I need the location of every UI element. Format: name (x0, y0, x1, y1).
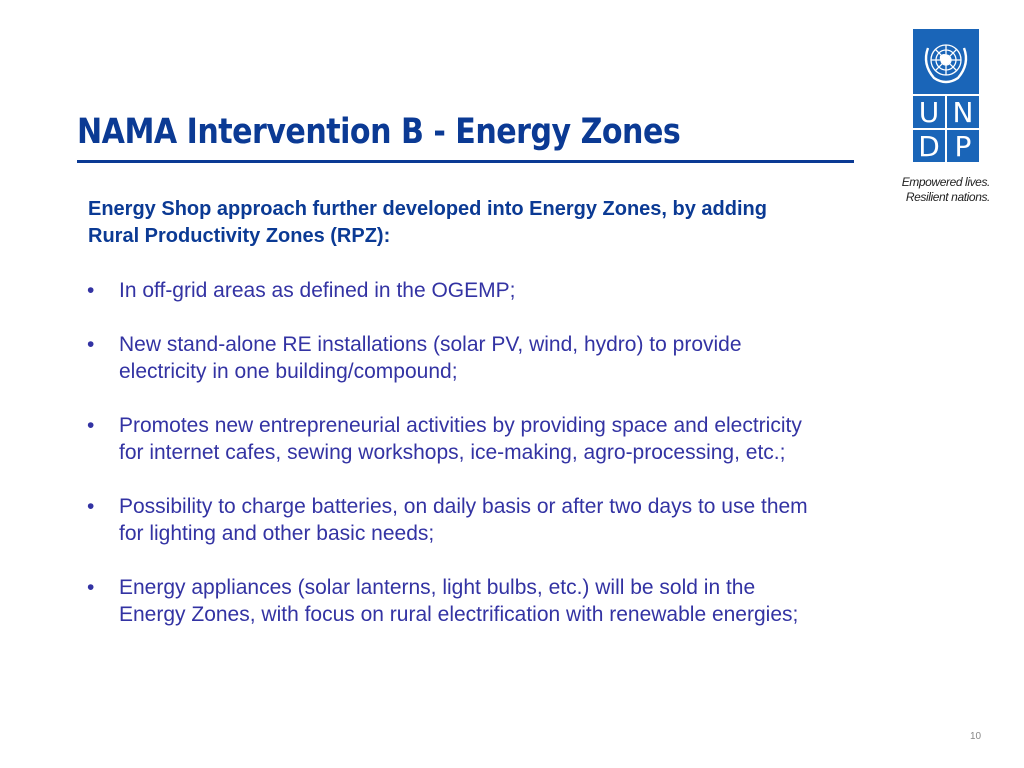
bullet-text: New stand-alone RE installations (solar PV, wind, hydro) to provide electricity in one building/compound; (119, 333, 742, 383)
list-item (87, 574, 827, 628)
tagline-line-2: Resilient nations. (905, 190, 990, 204)
logo-letter-n: N (947, 96, 979, 128)
bullet-icon: • (87, 576, 95, 599)
bullet-list (87, 277, 827, 655)
bullet-text: In off-grid areas as defined in the OGEMP; (119, 279, 516, 302)
title-underline (77, 160, 854, 163)
list-item (87, 277, 827, 304)
bullet-icon: • (87, 495, 95, 518)
list-item (87, 493, 827, 547)
list-item (87, 331, 827, 385)
bullet-icon: • (87, 333, 95, 356)
bullet-text: Possibility to charge batteries, on daily basis or after two days to use them for lighting and other basic needs; (119, 495, 808, 545)
page-number: 10 (970, 731, 982, 742)
intro-text: Energy Shop approach further developed into Energy Zones, by adding Rural Productivity Zones (RPZ): (88, 198, 767, 247)
un-emblem-icon (913, 29, 979, 94)
logo-tagline (902, 175, 990, 205)
logo-letter-p: P (947, 130, 979, 162)
bullet-text: Energy appliances (solar lanterns, light bulbs, etc.) will be sold in the Energy Zones, with focus on rural electrification with renewable energies; (119, 576, 799, 626)
logo-letter-d: D (913, 130, 945, 162)
slide-title: NAMA Intervention B - Energy Zones (77, 112, 681, 152)
bullet-icon: • (87, 279, 95, 302)
logo-letter-u: U (913, 96, 945, 128)
undp-logo (913, 29, 979, 162)
tagline-line-1: Empowered lives. (901, 175, 990, 189)
bullet-icon: • (87, 414, 95, 437)
list-item (87, 412, 827, 466)
bullet-text: Promotes new entrepreneurial activities by providing space and electricity for internet cafes, sewing workshops, ice-making, agro-processing, etc.; (119, 414, 802, 464)
